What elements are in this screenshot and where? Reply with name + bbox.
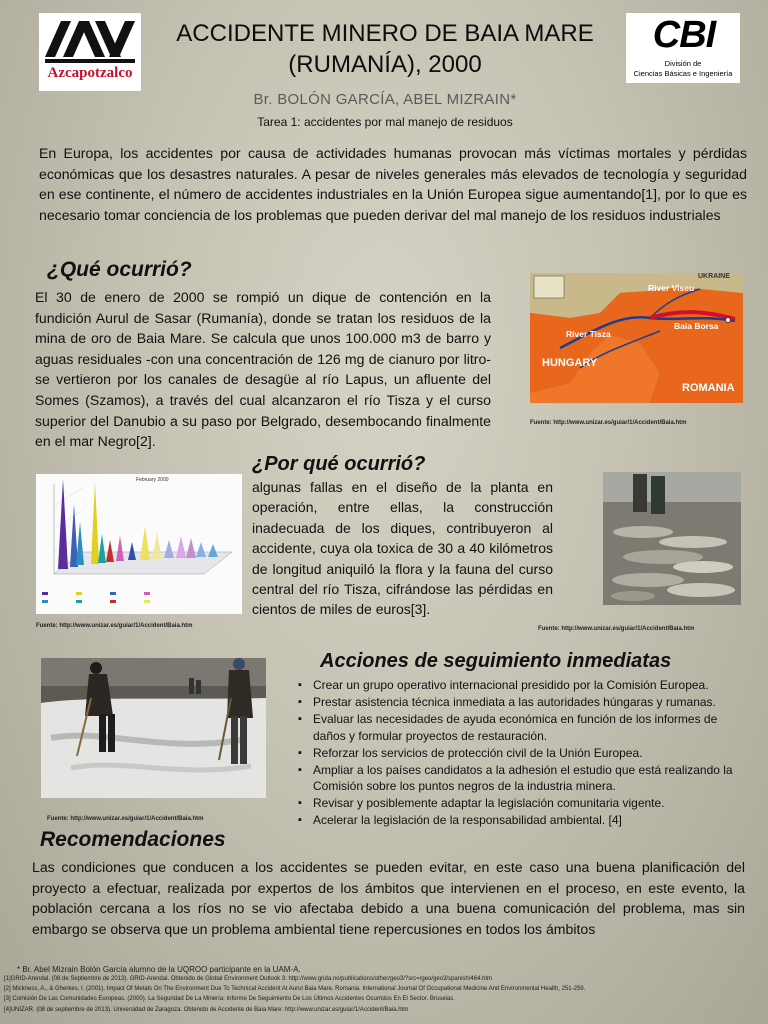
cbi-logo — [626, 13, 740, 83]
title-line-2: (RUMANÍA), 2000 — [288, 51, 482, 78]
paragraph-por-que-ocurrio: algunas fallas en el diseño de la planta en operación, entre ellas, la construcción inadecuada de los diques, contribuyeron al accidente, cuya ola toxica de 30 a 40 kilómetros de longitud aniquiló la flora y la fauna del curso central del río Tisza, cifrándose las pérdidas en cientos de miles de euros[3]. — [252, 479, 553, 618]
paragraph-recomendaciones: Las condiciones que conducen a los accidentes se pueden evitar, en este caso una buena planificación del proyecto a efectuar, realizada por expertos de los ámbitos que intervienen en el proceso, en este evento, la población cercana a los ríos no se vio afectaba debido a una buena comunicación del problema, mas sin embargo se observa que un problema ambiental tiene repercusiones en todos los ámbitos — [32, 859, 745, 937]
reference-3: [3] Comisión De Las Comunidades Europeas. (2000). La Seguridad De La Minería: Informe De Seguimiento De Los Últimos Accidentes Ocurridos En El Sector. Bruselas. — [4, 996, 455, 1002]
fish-photo-source: Fuente: http://www.unizar.es/guiar/1/Accident/Baia.htm — [538, 626, 695, 632]
dead-fish-photo — [603, 472, 741, 605]
cbi-logo-subtitle — [626, 59, 740, 79]
map-source: Fuente: http://www.unizar.es/guiar/1/Accident/Baia.htm — [530, 420, 687, 426]
map-label-baia-borsa: Baia Borsa — [674, 321, 719, 331]
chart-title: February 2000 — [136, 477, 169, 483]
list-item: ▪ Revisar y posiblemente adaptar la legislación comunitaria vigente. — [296, 795, 742, 812]
list-item: ▪ Reforzar los servicios de protección civil de la Unión Europea. — [296, 745, 742, 762]
list-item: ▪ Evaluar las necesidades de ayuda económica en función de los informes de daños y formular proyectos de restauración. — [296, 711, 742, 745]
acciones-list — [296, 677, 742, 829]
uam-logo-text: Azcapotzalco — [47, 65, 133, 81]
cbi-subtitle-line1: División de — [664, 59, 702, 68]
title-line-1: ACCIDENTE MINERO DE BAIA MARE — [176, 20, 594, 47]
intro-paragraph: En Europa, los accidentes por causa de actividades humanas provocan más víctimas mortales y pérdidas económicas que los desastres naturales. A pesar de niveles generales más elevados de tecnología y seguridad en ese continente, el número de accidentes industriales en la Unión Europea sigue aumentando[1], por lo que es necesario tomar conciencia de los problemas que pueden derivar del mal manejo de los residuos industriales — [39, 145, 747, 223]
map-label-romania: ROMANIA — [682, 382, 735, 394]
fish-photo-graphic — [603, 472, 741, 605]
list-item: ▪ Prestar asistencia técnica inmediata a las autoridades húngaras y rumanas. — [296, 694, 742, 711]
concentration-chart-image — [36, 474, 242, 614]
heading-por-que-ocurrio: ¿Por qué ocurrió? — [252, 453, 426, 475]
reference-1: [1]GRID-Arendal. (08 de Septiembre de 2013). GRID-Arendal. Obtenido de Global Environment Outlook 3: http://www.grida.no/publications/other/geo3/?src=/geo/geo3/spanish/464.htm — [4, 976, 493, 982]
list-item: ▪ Acelerar la legislación de la responsabilidad ambiental. [4] — [296, 812, 742, 829]
map-label-river-tisza: River Tisza — [566, 329, 611, 339]
author-line: Br. BOLÓN GARCÍA, ABEL MIZRAIN* — [253, 91, 517, 108]
reference-4: [4]UNIZAR. (08 de septiembre de 2013). Universidad de Zaragoza. Obtenido de Accidente de Baia Mare: http://www.unizar.es/guiar/1/Accident/Baia.htm — [4, 1007, 409, 1013]
workers-photo-source: Fuente: http://www.unizar.es/guiar/1/Accident/Baia.htm — [47, 816, 204, 822]
list-item: ▪ Crear un grupo operativo internacional presidido por la Comisión Europea. — [296, 677, 742, 694]
chart-source: Fuente: http://www.unizar.es/guiar/1/Accident/Baia.htm — [36, 623, 193, 629]
reference-2: [2] Mickness, A., & Gherkes, I. (2001). Impact Of Metals On The Environment Due To Technical Accident At Aurul Baia Mare, Romania. International Journal Of Occupational Medicine And Environmental Health, 251-259. — [4, 986, 586, 992]
spill-map — [530, 273, 743, 403]
cbi-logo-text: CBI — [652, 14, 716, 56]
task-line: Tarea 1: accidentes por mal manejo de residuos — [257, 115, 513, 129]
map-label-ukraine: UKRAINE — [698, 273, 730, 280]
uam-logo — [39, 13, 141, 91]
author-footnote: * Br. Abel Mizrain Bolón García alumno de la UQROO participante en la UAM-A. — [17, 965, 301, 974]
cbi-subtitle-line2: Ciencias Básicas e Ingeniería — [633, 69, 733, 78]
map-label-hungary: HUNGARY — [542, 357, 598, 369]
heading-que-ocurrio: ¿Qué ocurrió? — [47, 258, 192, 281]
map-label-river-viseu: River Viseu — [648, 283, 695, 293]
poster-title — [150, 18, 620, 80]
chart-graphic — [36, 474, 242, 614]
heading-acciones: Acciones de seguimiento inmediatas — [320, 650, 672, 672]
paragraph-que-ocurrio: El 30 de enero de 2000 se rompió un dique de contención en la fundición Aurul de Sasar (Rumanía), donde se tratan los residuos de la mina de oro de Baia Mare. Se calcula que unos 100.000 m3 de barro y aguas residuales -con una concentración de 126 mg de cianuro por litro- se vertieron por los canales de desagüe al río Lapus, un afluente del Somes (Szamos), a través del cual alcanzaron el río Tisza y el curso superior del Danubio a su paso por Belgrado, desembocando finalmente en el mar Negro[2]. — [35, 289, 491, 450]
heading-recomendaciones: Recomendaciones — [40, 828, 226, 851]
workers-photo-graphic — [41, 658, 266, 798]
list-item: ▪ Ampliar a los países candidatos a la adhesión el estudio que está realizando la Comisión sobre los puntos negros de la industria minera. — [296, 762, 742, 796]
workers-photo — [41, 658, 266, 798]
